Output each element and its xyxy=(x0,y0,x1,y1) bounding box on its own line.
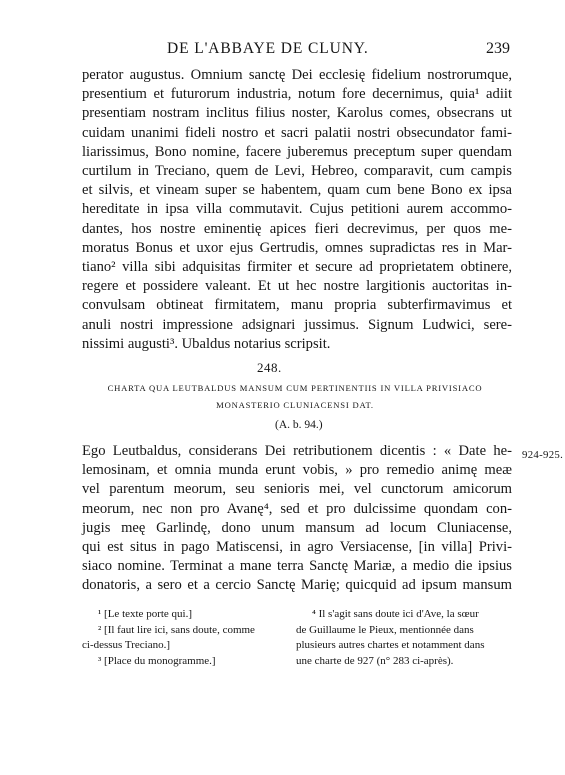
text-line: Ego Leutbaldus, considerans Dei retributionem dicentis : « Date he- xyxy=(82,443,512,459)
charter-date-reference: (A. b. 94.) xyxy=(275,419,323,431)
text-line: et silvis, et vineam super se habentem, quam cum bene Bono ex ipsa xyxy=(82,182,512,199)
footnote-1: ¹ [Le texte porte qui.] xyxy=(98,608,193,620)
page-header xyxy=(82,40,510,62)
footnote-4-continued: de Guillaume le Pieux, mentionnée dans xyxy=(296,623,474,636)
footnote-3: ³ [Place du monogramme.] xyxy=(98,654,216,667)
text-line: qui est situs in pago Matiscensi, in agro Versiacense, [in villa] Privi- xyxy=(82,539,512,556)
charter-247-text-end xyxy=(82,66,512,354)
charter-248-text xyxy=(82,442,512,596)
text-line: curtilum in Treciano, quem de Levi, Hebreo, comparavit, cum campis xyxy=(82,163,512,180)
text-line: donatoris, a sero et a cercio Sanctę Marię; quicquid ad ipsum mansum xyxy=(82,577,512,594)
text-line: regere et possidere valeant. Et ut hec nostre largitionis auctoritas in- xyxy=(82,278,512,295)
text-line: hereditate in ipsa villa commutavit. Cujus petitioni aurem accommo- xyxy=(82,201,512,218)
margin-date: 924-925. xyxy=(522,449,564,461)
text-line: nissimi augusti³. Ubaldus notarius scripsit. xyxy=(82,335,331,352)
footnote-2: ² [Il faut lire ici, sans doute, comme xyxy=(98,623,255,636)
text-line: liarissimus, Bono nomine, facere juberemus preceptum super quendam xyxy=(82,143,512,160)
text-line: jugis meę Garlindę, dono unum mansum ad locum Cluniacense, xyxy=(82,519,512,536)
page-number: 239 xyxy=(486,40,510,57)
text-line: anuli nostri impressione adsignari jussimus. Signum Ludwici, sere- xyxy=(82,316,512,333)
text-line: cuidam unanimi fideli nostro et sacri palatii nostri obsecundator fami- xyxy=(82,124,512,141)
footnotes-left-column xyxy=(82,607,282,669)
charter-number: 248. xyxy=(257,360,282,375)
charter-rubric-line-1: CHARTA QUA LEUTBALDUS MANSUM CUM PERTINENTIIS IN VILLA PRIVISIACO xyxy=(107,383,483,393)
text-line: tiano² villa sibi adquisitas firmiter et secure ad proprietatem obtinere, xyxy=(82,259,512,276)
text-line: meorum, nec non pro Avanę⁴, sed et pro dulcissime quondam con- xyxy=(82,500,512,517)
running-title: DE L'ABBAYE DE CLUNY. xyxy=(167,40,369,57)
text-line: convulsam obtineat firmitatem, manu propria subterfirmavimus et xyxy=(82,297,512,314)
text-line: presentiam nostram inclitus filius noster, Karolus comes, obsecrans ut xyxy=(82,105,512,122)
text-line: dantes, hos nostre eminentię apices fieri decrevimus, per quos me- xyxy=(82,220,512,237)
text-line: lemosinam, et omnia munda erunt vobis, » pro remedio animę meæ xyxy=(82,462,512,479)
footnote-4: ⁴ Il s'agit sans doute ici d'Ave, la sœur xyxy=(312,608,479,620)
footnote-4-continued: une charte de 927 (n° 283 ci-après). xyxy=(296,654,454,667)
text-line: moratus Bonus et uxor ejus Gertrudis, omnes supradictas res in Mar- xyxy=(82,239,512,256)
footnote-4-continued: plusieurs autres chartes et notamment dans xyxy=(296,639,485,651)
text-line: siaco nomine. Terminat a mane terra Sanctę Mariæ, a medio die ipsius xyxy=(82,558,512,575)
text-line: vel parentum meorum, seu senioris mei, vel cunctorum amicorum xyxy=(82,481,512,498)
footnote-2-continued: ci-dessus Treciano.] xyxy=(82,639,170,651)
text-line: perator augustus. Omnium sanctę Dei ecclesię fidelium nostrorumque, xyxy=(82,67,512,83)
text-line: presentium et futurorum industria, notum fore decernimus, quia¹ adiit xyxy=(82,86,512,103)
charter-rubric-line-2: MONASTERIO CLUNIACENSI DAT. xyxy=(216,400,374,410)
footnotes-right-column xyxy=(296,607,518,669)
